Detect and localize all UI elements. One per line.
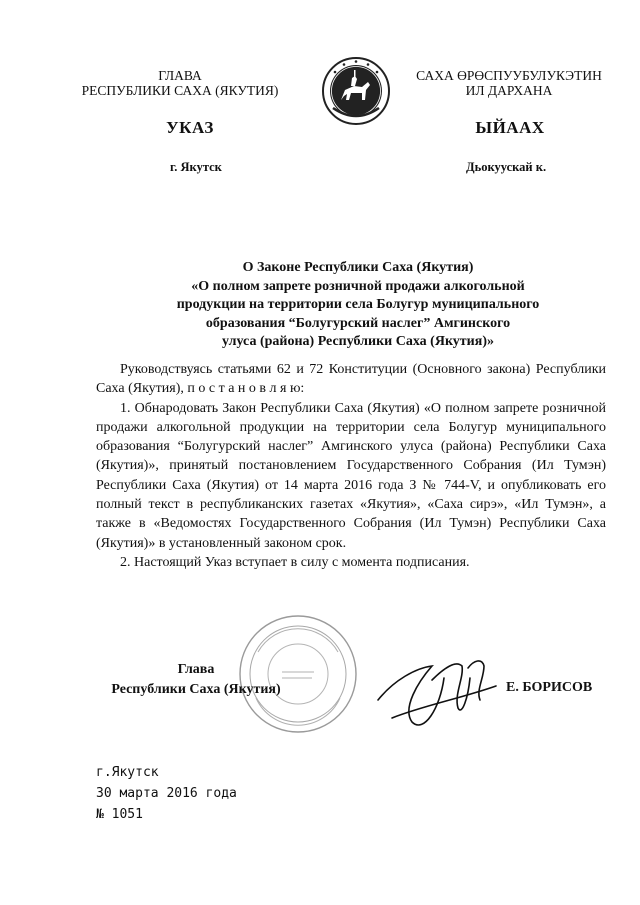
header-left-line2: РЕСПУБЛИКИ САХА (ЯКУТИЯ) xyxy=(81,83,279,98)
document-footer xyxy=(96,762,237,825)
footer-number: № 1051 xyxy=(96,807,143,822)
header-left xyxy=(60,68,300,98)
title-line: О Законе Республики Саха (Якутия) xyxy=(242,260,474,275)
header-right-line2: ИЛ ДАРХАНА xyxy=(465,83,553,98)
doc-type-left: УКАЗ xyxy=(166,118,214,137)
place-right: Дьокуускай к. xyxy=(466,160,547,174)
header-right-line1: САХА ӨРӨСПУУБУЛУКЭТИН xyxy=(416,68,602,83)
preamble-paragraph: Руководствуясь статьями 62 и 72 Конституции (Основного закона) Республики Саха (Якутия), п о с т а н о в л я ю: xyxy=(96,362,606,397)
title-line: продукции на территории села Болугур муниципального xyxy=(176,297,540,312)
place-left: г. Якутск xyxy=(170,160,222,174)
coat-of-arms-emblem xyxy=(321,56,391,126)
footer-city: г.Якутск xyxy=(96,765,159,780)
header-left-line1: ГЛАВА xyxy=(158,68,202,83)
item-2-paragraph: 2. Настоящий Указ вступает в силу с момента подписания. xyxy=(120,554,470,570)
doc-type-right: ЫЙААХ xyxy=(475,118,545,137)
document-body xyxy=(96,360,606,572)
signatory-title-line2: Республики Саха (Якутия) xyxy=(111,682,281,697)
handwritten-signature xyxy=(372,638,502,738)
signatory-title-line1: Глава xyxy=(177,662,215,677)
title-line: «О полном запрете розничной продажи алкогольной xyxy=(191,278,525,294)
signatory-name: Е. БОРИСОВ xyxy=(506,680,593,695)
signatory-title xyxy=(96,660,296,700)
footer-date: 30 марта 2016 года xyxy=(96,786,237,801)
item-1-paragraph: 1. Обнародовать Закон Республики Саха (Якутия) «О полном запрете розничной продажи алкогольной продукции на территории села Болугур муниципального образования “Болугурский наслег” Амгинского улуса (района) Республики Саха (Якутия)», принятый постановлением Государственного Собрания (Ил Тумэн) Республики Саха (Якутия) от 14 марта 2016 года З № 744-V, и опубликовать его полный текст в республиканских газетах «Якутия», «Саха сирэ», «Ил Тумэн», а также в «Ведомостях Государственного Собрания (Ил Тумэн) Республики Саха (Якутия)» в установленный законом срок. xyxy=(96,400,606,551)
document-title xyxy=(120,259,596,352)
title-line: образования “Болугурский наслег” Амгинского xyxy=(205,315,511,331)
header-right xyxy=(396,68,622,98)
title-line: улуса (района) Республики Саха (Якутия)» xyxy=(221,334,494,349)
